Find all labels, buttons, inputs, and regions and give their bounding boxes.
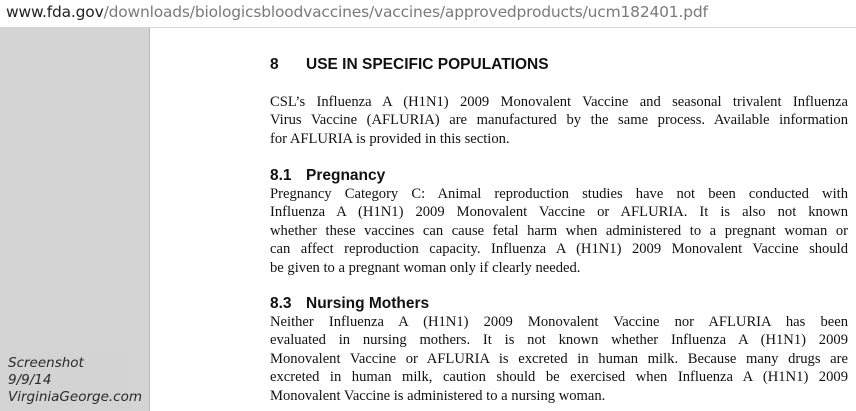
paragraph-line: for AFLURIA is provided in this section. [270,130,510,147]
section-8-3-title: Nursing Mothers [306,295,430,312]
paragraph-line: Virus Vaccine (AFLURIA) are manufactured by the same process. Available information [270,112,848,129]
watermark-line-1: Screenshot 9/9/14 [8,355,84,388]
paragraph-line: Monovalent Vaccine is administered to a nursing woman. [270,387,606,404]
paragraph-line: be given to a pregnant woman only if clearly needed. [270,259,581,276]
paragraph-line: Influenza A (H1N1) 2009 Monovalent Vaccine or AFLURIA. It is also not known [270,204,848,221]
section-8-paragraph [270,93,848,148]
url-text[interactable] [6,3,708,21]
paragraph-line: excreted in human milk, caution should be exercised when Influenza A (H1N1) 2009 [270,369,848,386]
paragraph-line: whether these vaccines can cause fetal harm when administered to a pregnant woman or [270,222,848,239]
section-8-3-heading [270,295,429,313]
paragraph-line: CSL’s Influenza A (H1N1) 2009 Monovalent Vaccine and seasonal trivalent Influenza [270,94,848,110]
paragraph-line: Pregnancy Category C: Animal reproduction studies have not been conducted with [270,186,848,202]
section-8-title: USE IN SPECIFIC POPULATIONS [306,56,549,73]
url-path: /downloads/biologicsbloodvaccines/vaccines/approvedproducts/ucm182401.pdf [103,3,708,21]
address-bar[interactable] [0,0,856,28]
screenshot-watermark [4,353,143,409]
paragraph-line: can affect reproduction capacity. Influenza A (H1N1) 2009 Monovalent Vaccine should [270,241,848,258]
section-8-1-title: Pregnancy [306,167,386,184]
pdf-page [150,28,856,411]
section-8-number: 8 [270,56,279,73]
paragraph-line: evaluated in nursing mothers. It is not known whether Influenza A (H1N1) 2009 [270,332,848,349]
section-8-3-number: 8.3 [270,295,292,312]
section-8-heading [270,56,549,74]
section-8-3-paragraph [270,313,848,405]
watermark-line-2: VirginiaGeorge.com [8,389,143,405]
paragraph-line: Monovalent Vaccine or AFLURIA is excreted in human milk. Because many drugs are [270,350,848,367]
section-8-1-number: 8.1 [270,167,292,184]
section-8-1-heading [270,167,385,185]
url-host: www.fda.gov [6,3,104,21]
section-8-1-paragraph [270,185,848,277]
paragraph-line: Neither Influenza A (H1N1) 2009 Monovalent Vaccine nor AFLURIA has been [270,314,848,330]
